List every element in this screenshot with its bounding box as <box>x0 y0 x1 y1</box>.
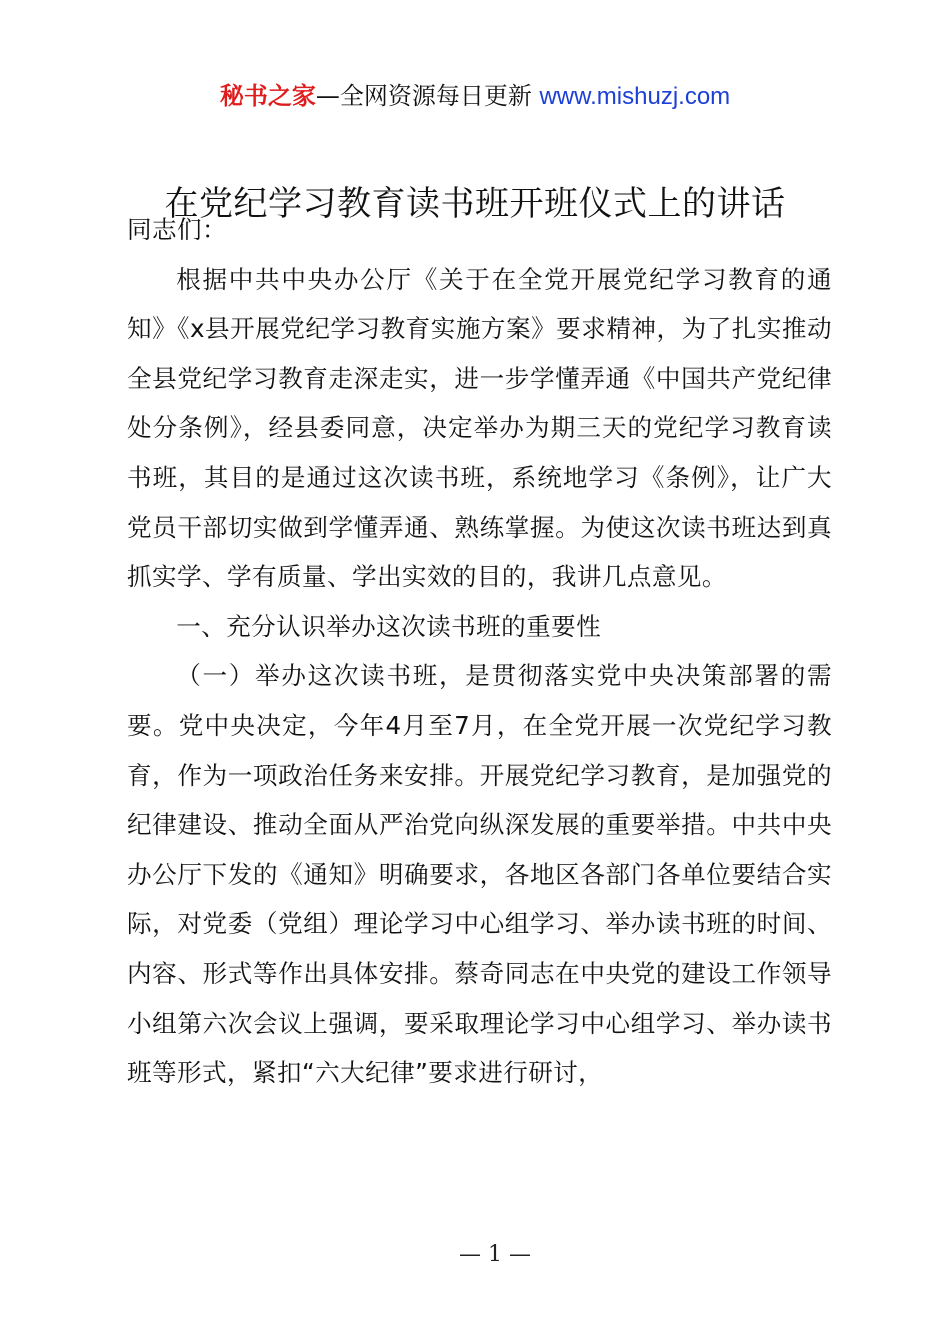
site-header <box>0 80 950 113</box>
site-tagline: —全网资源每日更新 <box>315 82 540 110</box>
site-brand: 秘书之家 <box>219 82 316 110</box>
salutation: 同志们： <box>127 215 227 244</box>
body-paragraph: （一）举办这次读书班，是贯彻落实党中央决策部署的需要。党中央决定，今年4月至7月，在全党开展一次党纪学习教育，作为一项政治任务来安排。开展党纪学习教育，是加强党的纪律建设、推动全面从严治党向纵深发展的重要举措。中共中央办公厅下发的《通知》明确要求，各地区各部门各单位要结合实际，对党委（党组）理论学习中心组学习、举办读书班的时间、内容、形式等作出具体安排。蔡奇同志在中央党的建设工作领导小组第六次会议上强调，要采取理论学习中心组学习、举办读书班等形式，紧扣“六大纪律”要求进行研讨， <box>127 661 832 1088</box>
document-body <box>127 205 832 1098</box>
site-url-link[interactable]: www.mishuzj.com <box>539 83 731 110</box>
body-paragraph: 根据中共中央办公厅《关于在全党开展党纪学习教育的通知》《x县开展党纪学习教育实施方案》要求精神，为了扎实推动全县党纪学习教育走深走实，进一步学懂弄通《中国共产党纪律处分条例》，经县委同意，决定举办为期三天的党纪学习教育读书班，其目的是通过这次读书班，系统地学习《条例》，让广大党员干部切实做到学懂弄通、熟练掌握。为使这次读书班达到真抓实学、学有质量、学出实效的目的，我讲几点意见。 <box>127 264 832 592</box>
section-heading: 一、充分认识举办这次读书班的重要性 <box>176 611 602 641</box>
page-number: — 1 — <box>459 1242 531 1267</box>
document-title: 在党纪学习教育读书班开班仪式上的讲话 <box>164 184 786 224</box>
